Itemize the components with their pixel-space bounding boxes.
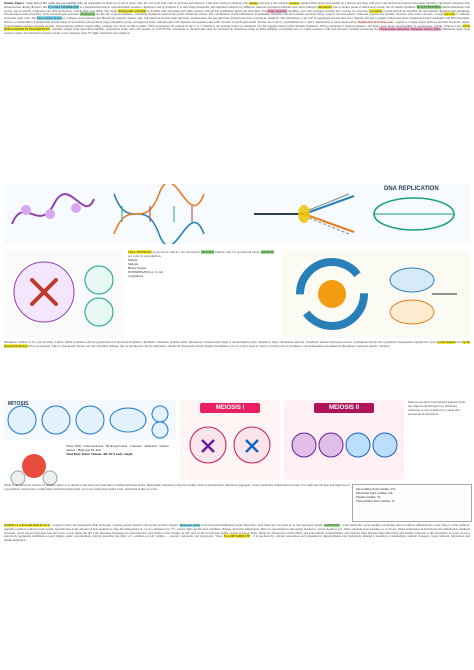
cdk-term: Cyclin Dependent Kinases [4,341,470,348]
water-line-4: Adhesion [144,444,157,448]
water-properties-list: Water: H2O · Polar molecule · Hydrogen bonds · Cohesion · Adhesion · Surface tension · High specific heat Total Body Water Volume: 40L 60% body weight [66,444,169,456]
dna-replication-svg [4,184,470,244]
body-fluid-figure [352,484,472,522]
water-molecule-figure [4,444,64,488]
highlight-ribosomes: Ribosomes [318,4,333,9]
fluid-line-0: Intracellular fluid volume: 25L [356,487,396,491]
cell-division-item-3: INTERPHASE (G1, S, G2) [128,270,164,274]
water-transition-text: Water is the universal solvent; its polarity allows it to dissolve ions and polar molecules, forming hydration shells. Hydrophilic substances dissolve readily, whereas hydrophobic substances aggregate. Water moderates temperature because of its high specific heat and high heat of vaporization; evaporative cooling helps maintain homeostasis. Ice is less dense than liquid water, insulating bodies of water. [4,484,350,491]
cell-division-item-0: Mitosis [128,258,138,262]
bottom-text-block: WATER IS A POLAR MOLECULE : oxygen is more electronegative than hydrogen, creating partial negative and partial positive charges. Hydrogen bonds form between neighboring water molecules; each molecule can form up to four hydrogen bonds. COHESION : water molecules stick together, producing surface tension; adhesion lets water cling to other surfaces, enabling capillary action in plant xylem. Specific heat is the amount of heat required to raise the temperature of 1 g of a substance by 1°C; water's high specific heat stabilizes climates and body temperature. Heat of vaporization is the energy needed to convert liquid to gas. Water expands upon freezing, so ice floats. Water participates in hydrolysis and dehydration synthesis reactions. Acids release hydrogen ions and bases accept them; the pH scale measures hydrogen ion concentration, and buffers resist changes in pH, such as the bicarbonate buffer system in blood. Body fluids are divided into intracellular and extracellular compartments; extracellular fluid includes interstitial fluid and plasma. Osmosis is the movement of water across a selectively permeable membrane toward higher solute concentration; tonicity describes the effect of a solution on cell volume — isotonic, hypotonic and hypertonic. Water IS A METABOLITE : it is produced by cellular respiration and consumed in photosynthesis and hydrolysis, making it essential to metabolism, nutrient transport, waste removal, lubrication and thermoregulation. [4,524,470,542]
meiosis-ii-banner: MEIOSIS II [314,403,374,413]
highlight-simple: simple [249,2,258,5]
snippet-1: basic unit of life, some free pre-existing cells, [26,2,84,5]
mitosis-term: MITOSIS [201,250,215,254]
chromosome-illustration [4,250,124,338]
highlight-replication-eukaryotes: DNA REPLICATION IN EUKARYOTES [4,23,470,32]
fluid-line-3: Transcellular fluid volume: 1L [356,499,396,503]
highlight-ecm: Extracellular matrix [36,16,62,20]
highlight-cohesion: COHESION [323,524,340,527]
highlight-chloroplasts: chloroplasts [80,12,96,17]
cyclin-term: Cyclin Signals [437,341,456,344]
meiosis-i-banner: MEIOSIS I [200,403,260,413]
highlight-er: endoplasmic reticulum [117,8,147,13]
water-line-3: Cohesion [129,444,142,448]
dna-replication-figure [4,184,470,244]
mitosis-stages-figure [4,400,176,440]
cell-division-item-2: Binary fission [128,266,146,270]
total-body-water: Total Body Water Volume: 40L 60% body weight [66,452,133,456]
fluid-line-2: Plasma volume: 3L [356,495,381,499]
highlight-cell-wall: cell wall [443,12,455,17]
mitosis-caption: MITOSIS [8,401,29,407]
cell-division-notes: CELL DIVISION: A process by which a cell reproduces; MITOSIS somatic cells for growth and repair, MEIOSIS sex cells for reproduction. Mitosis Meiosis Binary fission INTERPHASE (G1, S, G2) Cytokinesis [128,250,274,278]
cell-division-item-1: Meiosis [128,262,139,266]
highlight-mutagens: Chromosome shortened. Mutagens destroy DNA. [379,27,442,32]
top-text-block: Nucleic Theory : basic unit of life, some free pre-existing cells, all organisms are made up of one or more cells; the cell is the basic unit of structure and function. Cells arise from pre-existing cells. simple cells lack a true nucleus, nucleus contains DNA and is surrounded by a nuclear envelope with pores; the nucleolus produces ribosomal subunits. Chromatin condenses into chromosomes during division. The PLASMA MEMBRANE is a phospholipid bilayer with embedded proteins, cholesterol and glycolipids; it is selectively permeable and regulates transport by diffusion, osmosis, facilitated diffusion and active transport. Ribosomes free or bound, made of rRNA and protein, site of protein synthesis. MITOCHONDRIA double membrane with cristae, site of aerobic respiration and ATP production, contain their own DNA. The rough endoplasmic reticulum is studded with ribosomes and folds proteins; smooth ER synthesizes lipids and detoxifies. The Golgi apparatus modifies, sorts and packages proteins into vesicles for secretion. lysosomes contain hydrolytic enzymes for intracellular digestion and autophagy. Peroxisomes break down fatty acids and hydrogen peroxide. chloroplasts are the site of photosynthesis, containing thylakoids stacked into grana within the stroma. The cytoskeleton of microfilaments, intermediate filaments and microtubules provides shape, support and movement; centrioles organize the spindle. Vacuoles store water and ions. A rigid cell wall of cellulose surrounds plant cells. The Extracellular matrix of collagen, proteoglycans and fibronectin supports animal cells; cell junctions include tight junctions, desmosomes and gap junctions. Prokaryotes have a nucleoid, plasmids, 70S ribosomes, a cell wall of peptidoglycan and may have flagella, pili and a capsule. Eukaryotes have membrane-bound organelles and 80S ribosomes. DNA is a double helix of antiparallel strands made of nucleotides (deoxyribose sugar, phosphate group, nitrogenous base); adenine pairs with thymine and guanine pairs with cytosine via hydrogen bonds. Purines are A and G; pyrimidines are C and T. Replication is semi-conservative. Replication in Prokaryotes : begins at a single origin; helicase unwinds the helix, single-strand binding proteins stabilize strands, topoisomerase relieves supercoiling, primase lays down an RNA primer, DNA polymerase III extends in the 5' to 3' direction, the leading strand is continuous and the lagging strand forms Okazaki fragments, DNA polymerase I replaces primers, and ligase seals nicks. Proofreading by exonuclease activity reduces errors. DNA REPLICATION IN EUKARYOTES : multiple origins form replication bubbles; polymerase alpha, delta and epsilon act with PCNA. Telomeres at chromosome ends are extended by telomerase using an RNA template, preventing loss of coding sequence with each division. Without telomerase the Chromosome shortened. Mutagens destroy DNA. Mismatch repair, base excision repair and nucleotide excision repair correct damage from UV light, chemicals and radiation. [4,2,470,35]
water-line-0: Water: H2O [66,444,82,448]
highlight-nucleus: nucleus [289,2,299,5]
cell-division-item-4: Cytokinesis [128,274,144,278]
water-line-1: Polar molecule [84,444,104,448]
meiosis-side-notes: Meiosis produces four haploid gametes from one diploid cell through two divisions; reduction occurs in meiosis I, equational separation in meiosis II. [408,400,466,416]
cell-division-heading: CELL DIVISION: [128,250,152,254]
highlight-replication-prokaryotes: Replication in Prokaryotes [357,19,394,24]
lead-term: Nucleic Theory [4,2,25,5]
water-line-6: High specific heat [77,448,102,452]
dna-replication-caption: DNA REPLICATION [384,186,439,192]
highlight-hbonds: Hydrogen bonds [179,524,201,527]
water-line-5: Surface tension [66,444,169,452]
highlight-golgi: Golgi apparatus [267,8,288,13]
highlight-plasma-membrane: PLASMA MEMBRANE [47,4,79,9]
water-line-2: Hydrogen bonds [105,444,128,448]
highlight-lysosomes: lysosomes [369,8,383,13]
meiosis-figure-1 [180,400,280,480]
mitosis-text-block: Interphase consists of G1 (cell growth), S phase (DNA synthesis) and G2 (preparation for division). Prophase: chromatin condenses, spindle forms. Metaphase: chromosomes align at the metaphase plate. Anaphase: sister chromatids separate. Telophase: nuclear envelopes reform. Cytokinesis divides the cytoplasm. Checkpoints regulate the cycle; Cyclin Signals and Cyclin Dependent Kinases drive progression. The G1 checkpoint checks cell size and DNA damage, the G2 checkpoint checks replication, and the M checkpoint checks spindle attachment. Loss of control leads to cancer. Crossing over in prophase I and independent assortment in metaphase I generate genetic variation. [4,341,470,348]
highlight-polar: WATER IS A POLAR MOLECULE [4,524,50,527]
highlight-mitochondria: MITOCHONDRIA [416,4,441,9]
highlight-metabolite: IS A METABOLITE [223,534,251,539]
meiosis-term: MEIOSIS [260,250,274,254]
fluid-line-1: Interstitial fluid volume: 12L [356,491,394,495]
meiosis-figure-2 [284,400,404,480]
cell-cycle-figure [282,250,470,338]
body-fluid-list [356,487,468,519]
